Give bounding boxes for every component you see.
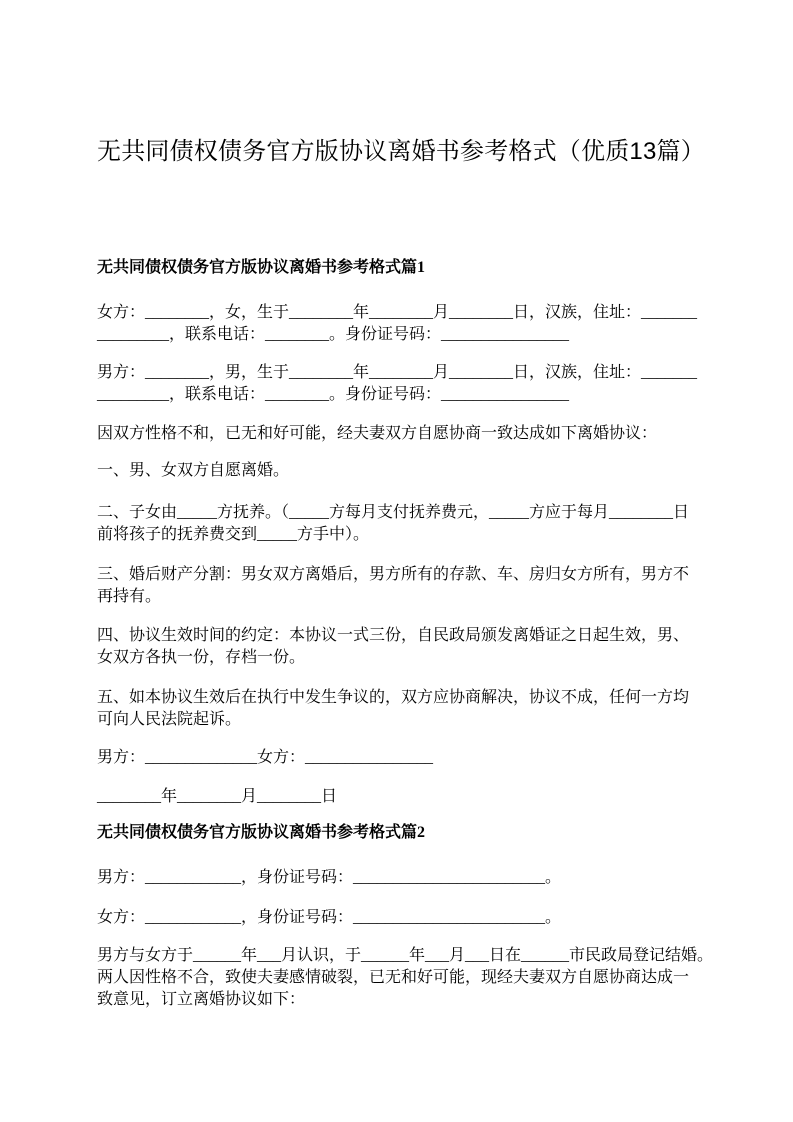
paragraph-signatures (97, 747, 433, 769)
paragraph-intro (97, 423, 657, 445)
paragraph-clause-5 (97, 687, 689, 731)
paragraph-female-id (97, 907, 561, 929)
paragraph-male-id (97, 867, 561, 889)
paragraph-line: 男方：________，男，生于________年________月________日，汉族，住址：_______ (97, 364, 698, 381)
paragraph-line: 二、子女由_____方抚养。（_____方每月支付抚养费元，_____方应于每月________日 (97, 504, 690, 521)
paragraph-line: 男方：____________，身份证号码：________________________。 (97, 869, 562, 886)
paragraph-line: 男方与女方于______年___月认识，于______年___月___日在______市民政局登记结婚。 (97, 947, 714, 964)
paragraph-line: 一、男、女双方自愿离婚。 (97, 462, 290, 479)
paragraph-marriage-background (97, 945, 713, 1011)
paragraph-male-party-info (97, 362, 697, 406)
paragraph-line: _________，联系电话：________。身份证号码：________________ (97, 386, 570, 403)
paragraph-line: 再持有。 (97, 588, 162, 605)
paragraph-line: 女双方各执一份，存档一份。 (97, 649, 306, 666)
paragraph-line: 女方：____________，身份证号码：________________________。 (97, 909, 562, 926)
paragraph-line: 前将孩子的抚养费交到_____方手中）。 (97, 526, 370, 543)
paragraph-line: 四、协议生效时间的约定：本协议一式三份，自民政局颁发离婚证之日起生效，男、 (97, 627, 690, 644)
paragraph-line: 三、婚后财产分割：男女双方离婚后，男方所有的存款、车、房归女方所有，男方不 (97, 566, 690, 583)
section-heading-1: 无共同债权债务官方版协议离婚书参考格式篇1 (97, 259, 426, 276)
paragraph-clause-1 (97, 460, 289, 482)
section-heading-2: 无共同债权债务官方版协议离婚书参考格式篇2 (97, 824, 426, 841)
paragraph-line: 男方：______________女方：________________ (97, 749, 434, 766)
paragraph-clause-4 (97, 625, 689, 669)
paragraph-line: 女方：________，女，生于________年________月________日，汉族，住址：_______ (97, 304, 698, 321)
paragraph-female-party-info (97, 302, 697, 346)
paragraph-line: ________年________月________日 (97, 788, 338, 805)
paragraph-line: 两人因性格不合，致使夫妻感情破裂，已无和好可能，现经夫妻双方自愿协商达成一 (97, 969, 690, 986)
document-title: 无共同债权债务官方版协议离婚书参考格式（优质13篇） (97, 138, 705, 165)
paragraph-line: _________，联系电话：________。身份证号码：________________ (97, 326, 570, 343)
paragraph-line: 可向人民法院起诉。 (97, 711, 242, 728)
paragraph-line: 五、如本协议生效后在执行中发生争议的，双方应协商解决，协议不成，任何一方均 (97, 689, 690, 706)
paragraph-clause-3 (97, 564, 689, 608)
paragraph-line: 致意见，订立离婚协议如下： (97, 991, 306, 1008)
paragraph-line: 因双方性格不和，已无和好可能，经夫妻双方自愿协商一致达成如下离婚协议： (97, 425, 658, 442)
paragraph-clause-2 (97, 502, 689, 546)
paragraph-date (97, 786, 337, 808)
